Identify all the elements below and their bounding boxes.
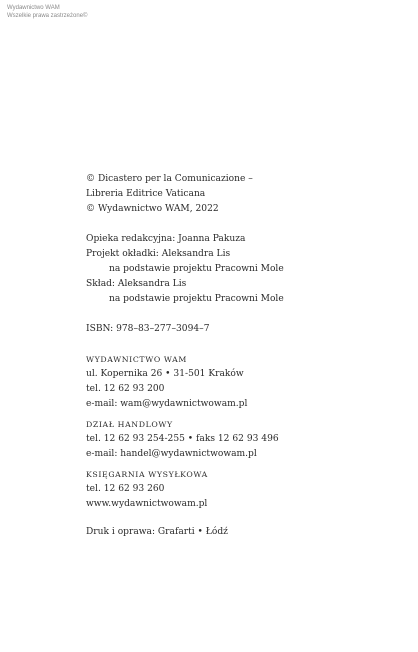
publisher-block — [86, 352, 406, 412]
publisher-email: e-mail: wam@wydawnictwowam.pl — [86, 399, 248, 409]
sales-phone: tel. 12 62 93 254-255 • faks 12 62 93 496 — [86, 434, 279, 444]
editor-credit: Opieka redakcyjna: Joanna Pakuza — [86, 234, 246, 244]
credits-block — [86, 232, 406, 307]
copyright-block — [86, 172, 406, 217]
isbn: ISBN: 978–83–277–3094–7 — [86, 324, 210, 334]
copyright-line-3: © Wydawnictwo WAM, 2022 — [86, 204, 219, 214]
copyright-line-2: Libreria Editrice Vaticana — [86, 189, 206, 199]
print-credit: Druk i oprawa: Grafarti • Łódź — [86, 527, 228, 537]
publisher-address: ul. Kopernika 26 • 31-501 Kraków — [86, 369, 244, 379]
watermark-publisher: Wydawnictwo WAM — [7, 5, 60, 11]
mailorder-block — [86, 467, 406, 512]
typesetting-credit-note: na podstawie projektu Pracowni Mole — [109, 294, 284, 304]
typesetting-credit: Skład: Aleksandra Lis — [86, 279, 187, 289]
sales-block — [86, 417, 406, 462]
publisher-phone: tel. 12 62 93 200 — [86, 384, 165, 394]
cover-credit: Projekt okładki: Aleksandra Lis — [86, 249, 231, 259]
mailorder-title: KSIĘGARNIA WYSYŁKOWA — [86, 470, 208, 479]
sales-email: e-mail: handel@wydawnictwowam.pl — [86, 449, 257, 459]
copyright-line-1: © Dicastero per la Comunicazione – — [86, 174, 253, 184]
mailorder-phone: tel. 12 62 93 260 — [86, 484, 165, 494]
sales-title: DZIAŁ HANDLOWY — [86, 420, 173, 429]
mailorder-website: www.wydawnictwowam.pl — [86, 499, 208, 509]
cover-credit-note: na podstawie projektu Pracowni Mole — [109, 264, 284, 274]
publisher-name: WYDAWNICTWO WAM — [86, 355, 187, 364]
imprint-page — [86, 172, 406, 540]
watermark — [7, 4, 87, 20]
watermark-rights: Wszelkie prawa zastrzeżone© — [7, 13, 88, 19]
